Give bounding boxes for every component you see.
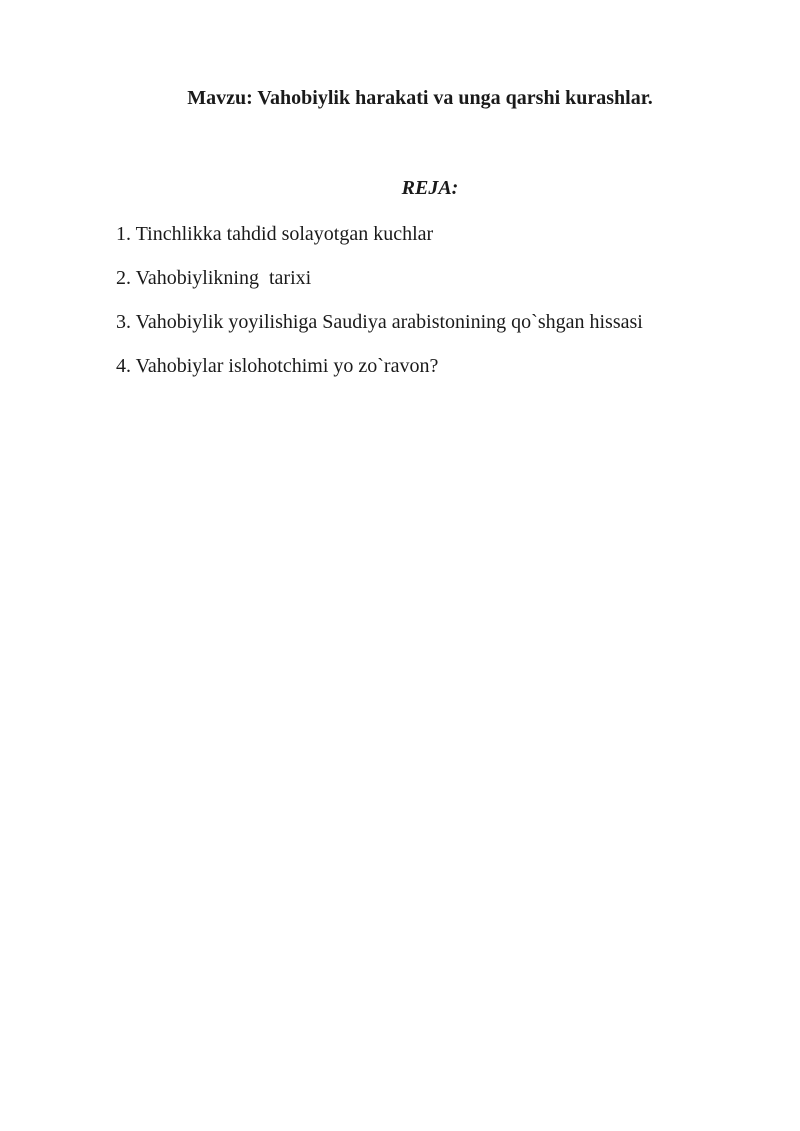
plan-heading: REJA:	[401, 177, 459, 199]
plan-item: 4. Vahobiylar islohotchimi yo zo`ravon?	[116, 355, 439, 377]
plan-item: 2. Vahobiylikning tarixi	[116, 267, 312, 289]
document-title: Mavzu: Vahobiylik harakati va unga qarshi kurashlar.	[187, 87, 653, 109]
plan-item: 1. Tinchlikka tahdid solayotgan kuchlar	[116, 223, 434, 245]
plan-item: 3. Vahobiylik yoyilishiga Saudiya arabistonining qo`shgan hissasi	[116, 311, 643, 333]
plan-list	[116, 222, 643, 398]
